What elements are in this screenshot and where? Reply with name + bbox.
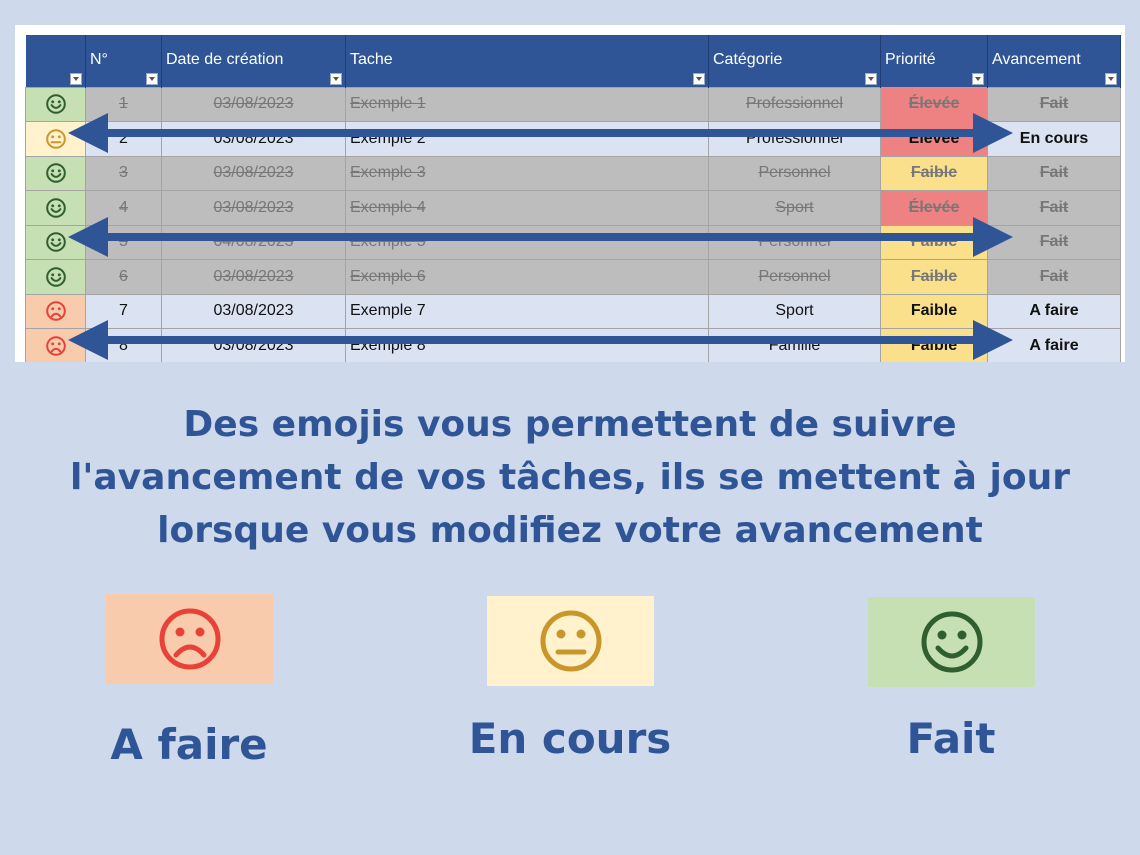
cell-date[interactable]: 03/08/2023 (162, 122, 346, 157)
header-status (26, 35, 86, 87)
cell-progress[interactable]: A faire (988, 294, 1121, 329)
header-progress (988, 35, 1121, 87)
sad-face-icon (45, 300, 67, 322)
cell-date[interactable]: 03/08/2023 (162, 294, 346, 329)
cell-task[interactable]: Exemple 1 (346, 87, 709, 122)
cell-date[interactable]: 03/08/2023 (162, 329, 346, 363)
cell-date[interactable]: 03/08/2023 (162, 156, 346, 191)
legend-done-label: Fait (906, 714, 996, 763)
table-row[interactable] (26, 156, 1121, 191)
cell-number[interactable]: 6 (86, 260, 162, 295)
cell-progress[interactable]: En cours (988, 122, 1121, 157)
header-category (709, 35, 881, 87)
header-priority (881, 35, 988, 87)
cell-task[interactable]: Exemple 8 (346, 329, 709, 363)
filter-dropdown-button[interactable] (146, 73, 158, 85)
cell-category[interactable]: Sport (709, 191, 881, 226)
cell-progress[interactable]: A faire (988, 329, 1121, 363)
header-label: N° (90, 51, 108, 68)
cell-progress[interactable]: Fait (988, 87, 1121, 122)
cell-task[interactable]: Exemple 6 (346, 260, 709, 295)
cell-priority[interactable]: Faible (881, 260, 988, 295)
cell-number[interactable]: 3 (86, 156, 162, 191)
cell-priority[interactable]: Élevée (881, 191, 988, 226)
filter-dropdown-button[interactable] (70, 73, 82, 85)
status-cell[interactable] (26, 87, 86, 122)
header-task (346, 35, 709, 87)
cell-category[interactable]: Famille (709, 329, 881, 363)
cell-priority[interactable]: Élevée (881, 122, 988, 157)
cell-priority[interactable]: Faible (881, 156, 988, 191)
happy-face-icon (919, 609, 985, 675)
filter-dropdown-button[interactable] (865, 73, 877, 85)
spreadsheet-screenshot (15, 25, 1125, 362)
table-row[interactable] (26, 191, 1121, 226)
cell-date[interactable]: 03/08/2023 (162, 87, 346, 122)
cell-category[interactable]: Professionnel (709, 87, 881, 122)
cell-category[interactable]: Personnel (709, 260, 881, 295)
caption-line: lorsque vous modifiez votre avancement (157, 510, 983, 551)
task-table (25, 35, 1121, 362)
status-cell[interactable] (26, 122, 86, 157)
cell-progress[interactable]: Fait (988, 225, 1121, 260)
cell-progress[interactable]: Fait (988, 156, 1121, 191)
happy-face-icon (45, 231, 67, 253)
cell-date[interactable]: 04/08/2023 (162, 225, 346, 260)
cell-priority[interactable]: Faible (881, 225, 988, 260)
table-row[interactable] (26, 294, 1121, 329)
legend-done-box (868, 597, 1035, 687)
cell-category[interactable]: Sport (709, 294, 881, 329)
header-date (162, 35, 346, 87)
header-label: Date de création (166, 51, 284, 68)
sad-face-icon (45, 335, 67, 357)
table-row[interactable] (26, 329, 1121, 363)
legend-doing-label: En cours (468, 714, 672, 763)
filter-dropdown-button[interactable] (693, 73, 705, 85)
filter-dropdown-button[interactable] (1105, 73, 1117, 85)
header-label: Avancement (992, 51, 1081, 68)
cell-priority[interactable]: Élevée (881, 87, 988, 122)
sad-face-icon (157, 606, 223, 672)
cell-number[interactable]: 1 (86, 87, 162, 122)
cell-task[interactable]: Exemple 3 (346, 156, 709, 191)
cell-task[interactable]: Exemple 7 (346, 294, 709, 329)
header-label: Priorité (885, 51, 936, 68)
header-number (86, 35, 162, 87)
cell-date[interactable]: 03/08/2023 (162, 260, 346, 295)
table-row[interactable] (26, 260, 1121, 295)
cell-number[interactable]: 8 (86, 329, 162, 363)
legend-doing-box (487, 596, 654, 686)
caption-line: l'avancement de vos tâches, ils se mettent à jour (70, 457, 1070, 498)
status-cell[interactable] (26, 225, 86, 260)
cell-task[interactable]: Exemple 5 (346, 225, 709, 260)
table-row[interactable] (26, 122, 1121, 157)
cell-number[interactable]: 7 (86, 294, 162, 329)
status-cell[interactable] (26, 329, 86, 363)
legend-todo-box (106, 594, 273, 684)
neutral-face-icon (538, 608, 604, 674)
cell-number[interactable]: 4 (86, 191, 162, 226)
neutral-face-icon (45, 128, 67, 150)
cell-date[interactable]: 03/08/2023 (162, 191, 346, 226)
cell-progress[interactable]: Fait (988, 260, 1121, 295)
caption (0, 398, 1140, 557)
caption-line: Des emojis vous permettent de suivre (183, 404, 957, 445)
status-cell[interactable] (26, 294, 86, 329)
cell-task[interactable]: Exemple 4 (346, 191, 709, 226)
header-label: Catégorie (713, 51, 783, 68)
cell-task[interactable]: Exemple 2 (346, 122, 709, 157)
filter-dropdown-button[interactable] (972, 73, 984, 85)
status-cell[interactable] (26, 191, 86, 226)
happy-face-icon (45, 266, 67, 288)
cell-progress[interactable]: Fait (988, 191, 1121, 226)
cell-priority[interactable]: Faible (881, 294, 988, 329)
happy-face-icon (45, 93, 67, 115)
cell-number[interactable]: 5 (86, 225, 162, 260)
filter-dropdown-button[interactable] (330, 73, 342, 85)
cell-category[interactable]: Personnel (709, 156, 881, 191)
cell-category[interactable]: Personnel (709, 225, 881, 260)
status-cell[interactable] (26, 156, 86, 191)
table-row[interactable] (26, 225, 1121, 260)
header-label: Tache (350, 51, 393, 68)
cell-category[interactable]: Professionnel (709, 122, 881, 157)
status-cell[interactable] (26, 260, 86, 295)
happy-face-icon (45, 162, 67, 184)
table-row[interactable] (26, 87, 1121, 122)
happy-face-icon (45, 197, 67, 219)
header-row (26, 35, 1121, 87)
cell-priority[interactable]: Faible (881, 329, 988, 363)
cell-number[interactable]: 2 (86, 122, 162, 157)
legend-todo-label: A faire (110, 720, 268, 769)
